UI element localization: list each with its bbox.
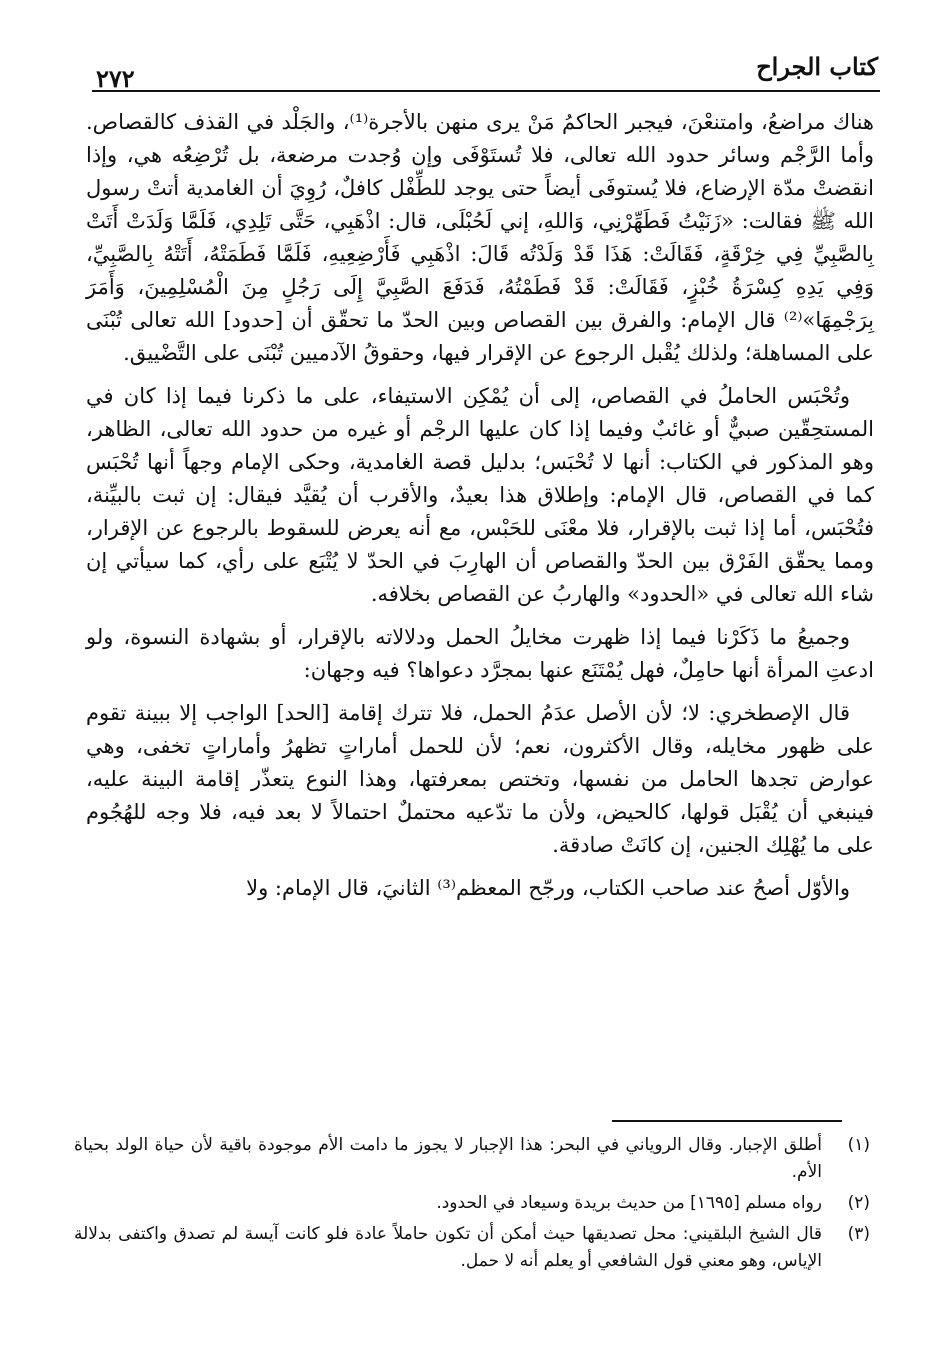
paragraph-preferred-view: والأوّل أصحُ عند صاحب الكتاب، ورجّح المعظم⁽³⁾ الثانيَ، قال الإمام: ولا bbox=[246, 876, 850, 900]
page-number: ٢٧٢ bbox=[96, 64, 135, 93]
footnote-1 bbox=[74, 1132, 870, 1186]
main-text bbox=[86, 106, 874, 915]
paragraph-istakhri-view: قال الإصطخري: لا؛ لأن الأصل عدَمُ الحمل، فلا تترك إقامة [الحد] الواجب إلا ببينة تقوم على ظهور مخايله، وقال الأكثرون، نعم؛ لأن للحمل أماراتٍ تظهرُ وأماراتٍ تخفى، وهي عوارض تجدها الحامل من نفسها، وتختص بمعرفتها، وهذا النوع يتعذّر إقامة البينة عليه، فينبغي أن يُقْبَل قولها، كالحيض، ولأن ما تدّعيه محتملٌ احتمالاً لا بعد فيه، فلا وجه للهُجُوم على ما يُهْلِك الجنين، إن كانَتْ صادقة. bbox=[86, 701, 874, 857]
paragraph-continued: هناك مراضعُ، وامتنعْنَ، فيجبر الحاكمُ مَنْ يرى منهن بالأجرة⁽¹⁾، والجَلْد في القذف كالقصاص. وأما الرَّجْم وسائر حدود الله تعالى، فلا تُستَوْفَى وإن وُجدت مرضعة، بل تُرْضِعُه هي، وإذا انقضتْ مدّة الإرضاع، فلا يُستوفَى أيضاً حتى يوجد للطِّفْل كافلٌ، رُوِيَ أن الغامدية أتتْ رسول الله ﷺ فقالت: «زَنَيْتُ فَطَهِّرْنِي، وَاللهِ، إني لَحُبْلَى، قال: اذْهَبِي، حَتَّى تَلِدِي، فَلَمَّا وَلَدَتْ أَتَتْ بِالصَّبِيِّ فِي خِرْقَةٍ، فَقَالَتْ: هَذَا قَدْ وَلَدْتُه قَالَ: اذْهَبِي فَأَرْضِعِيهِ، فَلَمَّا فَطَمَتْهُ، أَتَتْهُ بِالصَّبِيِّ، وَفِي يَدِهِ كِسْرَةُ خُبْزٍ، فَقَالَتْ: قَدْ فَطَمْتُهُ، فَدَفَعَ الصَّبِيَّ إِلَى رَجُلٍ مِنَ الْمُسْلِمِينَ، وَأَمَرَ بِرَجْمِهَا»⁽²⁾ قال الإمام: والفرق بين القصاص وبين الحدّ ما تحقّق أن [حدود] الله تعالى تُبْنَى على المساهلة؛ ولذلك يُقْبل الرجوع عن الإقرار فيها، وحقوقُ الآدميين تُبْنَى على التَّضْييق. bbox=[86, 110, 874, 365]
paragraph-pregnancy-claim: وجميعُ ما ذَكَرْنا فيما إذا ظهرت مخايلُ الحمل ودلالاته بالإقرار، أو بشهادة النسوة، ولو ادعتِ المرأة أنها حامِلٌ، فهل يُمْتَنَع عنها بمجرَّد دعواها؟ فيه وجهان: bbox=[86, 625, 874, 682]
footnote-divider bbox=[612, 1120, 842, 1122]
header-divider bbox=[92, 90, 880, 92]
footnote-number: (١) bbox=[847, 1135, 870, 1155]
footnote-3 bbox=[74, 1221, 870, 1275]
footnote-number: (٢) bbox=[847, 1193, 870, 1213]
footnote-number: (٣) bbox=[847, 1224, 870, 1244]
paragraph-detention: وتُحْبَس الحاملُ في القصاص، إلى أن يُمْكِن الاستيفاء، على ما ذكرنا فيما إذا كان في المستحِقّين صبيٌّ أو غائبٌ وفيما إذا كان عليها الرجْم أو غيره من حدود الله تعالى، الظاهر، وهو المذكور في الكتاب: أنها لا تُحْبَس؛ بدليل قصة الغامدية، وحكى الإمام وجهاً أنها تُحْبَس كما في القصاص، قال الإمام: وإطلاق هذا بعيدٌ، والأقرب أن يُقيَّد فيقال: إن ثبت بالبيِّنة، فتُحْبَس، أما إذا ثبت بالإقرار، فلا معْنَى للحَبْس، مع أنه يعرض للسقوط بالرجوع عن الإقرار، ومما يحقّق الفَرْق بين الحدّ والقصاص أن الهارِبَ في الحدّ لا يُتْبَع على رأي، كما سيأتي إن شاء الله تعالى في «الحدود» والهاربُ عن القصاص بخلافه. bbox=[86, 384, 874, 606]
footnote-2 bbox=[74, 1190, 870, 1217]
chapter-title: كتاب الجراح bbox=[756, 52, 878, 81]
running-header bbox=[92, 46, 878, 92]
footnote-text: أطلق الإجبار. وقال الروياني في البحر: هذا الإجبار لا يجوز ما دامت الأم موجودة باقية لأن حياة الولد بحياة الأم. bbox=[74, 1135, 822, 1182]
footnotes bbox=[74, 1132, 870, 1279]
footnote-text: قال الشيخ البلقيني: محل تصديقها حيث أمكن أن تكون حاملاً عادة فلو كانت آيسة لم تصدق واكتفى بدلالة الإياس، وهو معني قول الشافعي أو يعلم أنه لا حمل. bbox=[74, 1224, 822, 1271]
footnote-text: رواه مسلم [١٦٩٥] من حديث بريدة وسيعاد في الحدود. bbox=[436, 1193, 822, 1213]
